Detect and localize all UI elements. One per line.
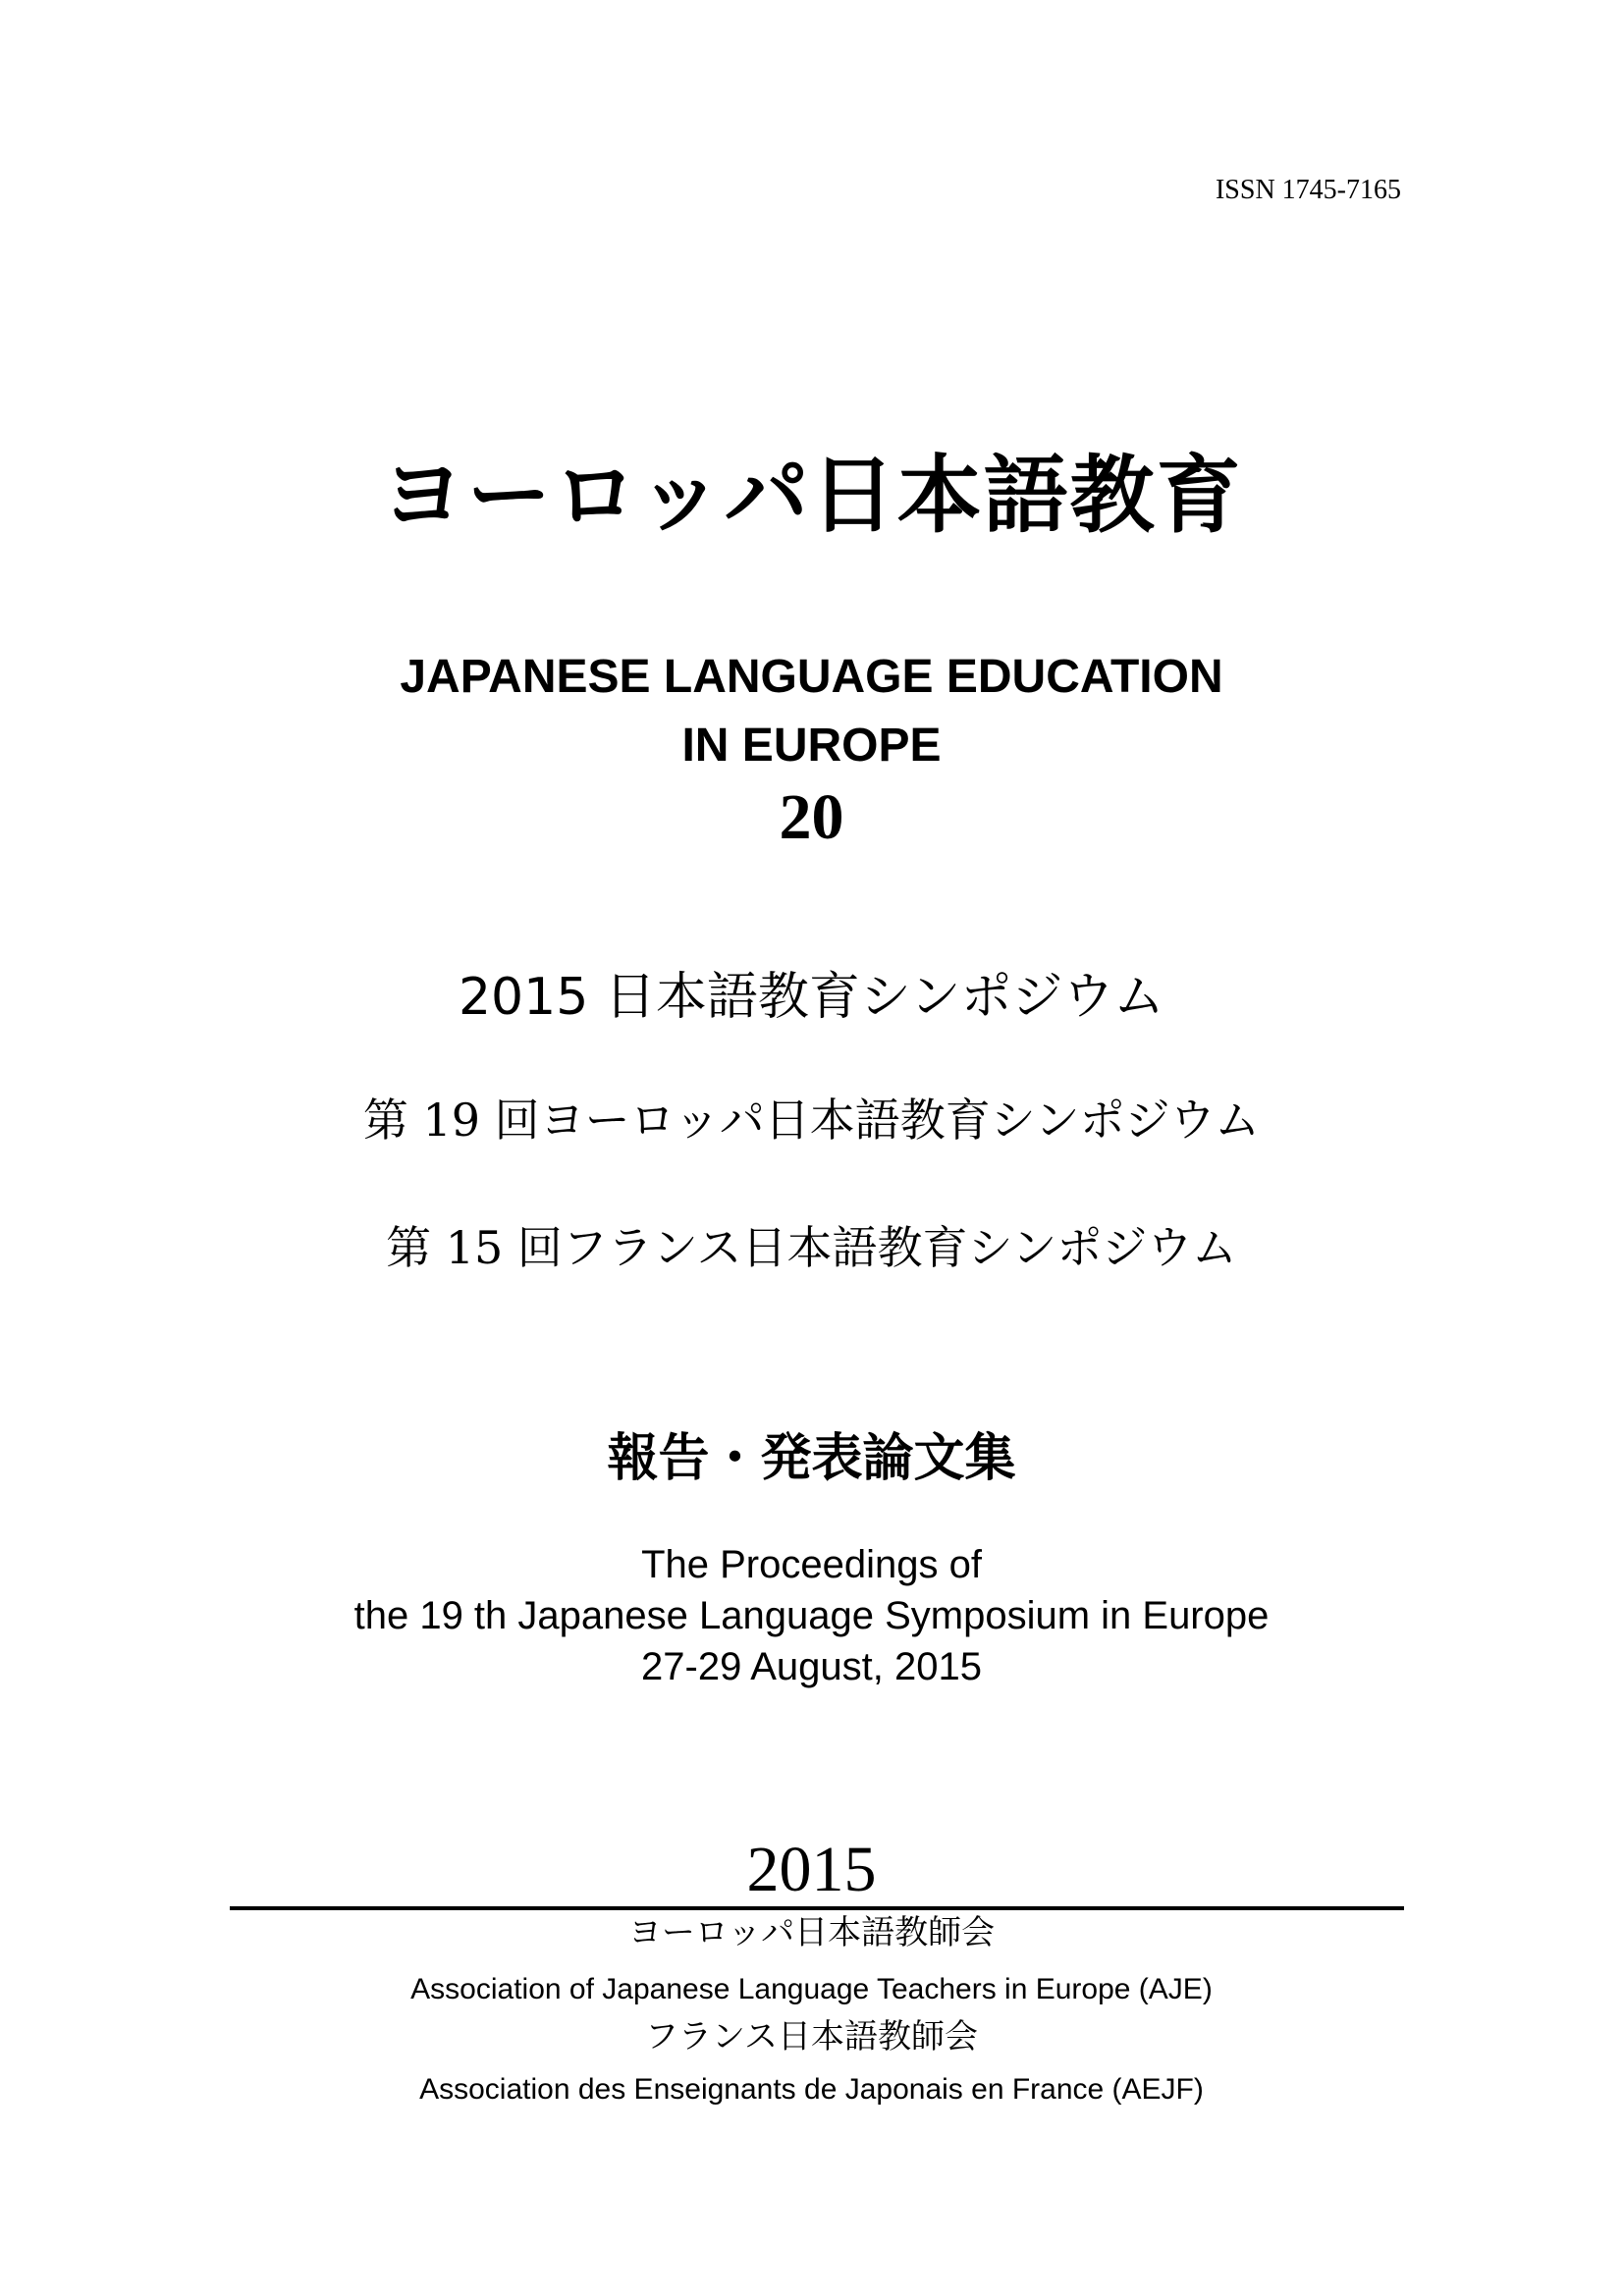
report-title: 報告・発表論文集 (607, 1429, 1016, 1488)
proceedings-line2: the 19 th Japanese Language Symposium in Europe (353, 1594, 1270, 1637)
publisher-aje-english: Association of Japanese Language Teachers in Europe (AJE) (410, 1973, 1213, 2005)
symposium-title: 2015 日本語教育シンポジウム (458, 968, 1165, 1027)
issn-number: ISSN 1745-7165 (1215, 175, 1401, 205)
volume-number: 20 (779, 781, 844, 853)
journal-title-english-line2: IN EUROPE (681, 720, 942, 772)
publisher-aejf-japanese: フランス日本語教師会 (645, 2017, 978, 2056)
proceedings-line1: The Proceedings of (641, 1543, 982, 1586)
publisher-aejf-english: Association des Enseignants de Japonais en France (AEJF) (419, 2073, 1204, 2106)
publication-year: 2015 (746, 1834, 877, 1905)
journal-title-japanese: ヨーロッパ日本語教育 (380, 447, 1243, 545)
publisher-aje-japanese: ヨーロッパ日本語教師会 (627, 1913, 996, 1952)
symposium-19th-europe: 第 19 回ヨーロッパ日本語教育シンポジウム (362, 1094, 1261, 1147)
journal-title-english-line1: JAPANESE LANGUAGE EDUCATION (400, 651, 1223, 703)
symposium-15th-france: 第 15 回フランス日本語教育シンポジウム (386, 1221, 1237, 1274)
divider-rule (230, 1906, 1404, 1910)
proceedings-date: 27-29 August, 2015 (641, 1645, 982, 1688)
